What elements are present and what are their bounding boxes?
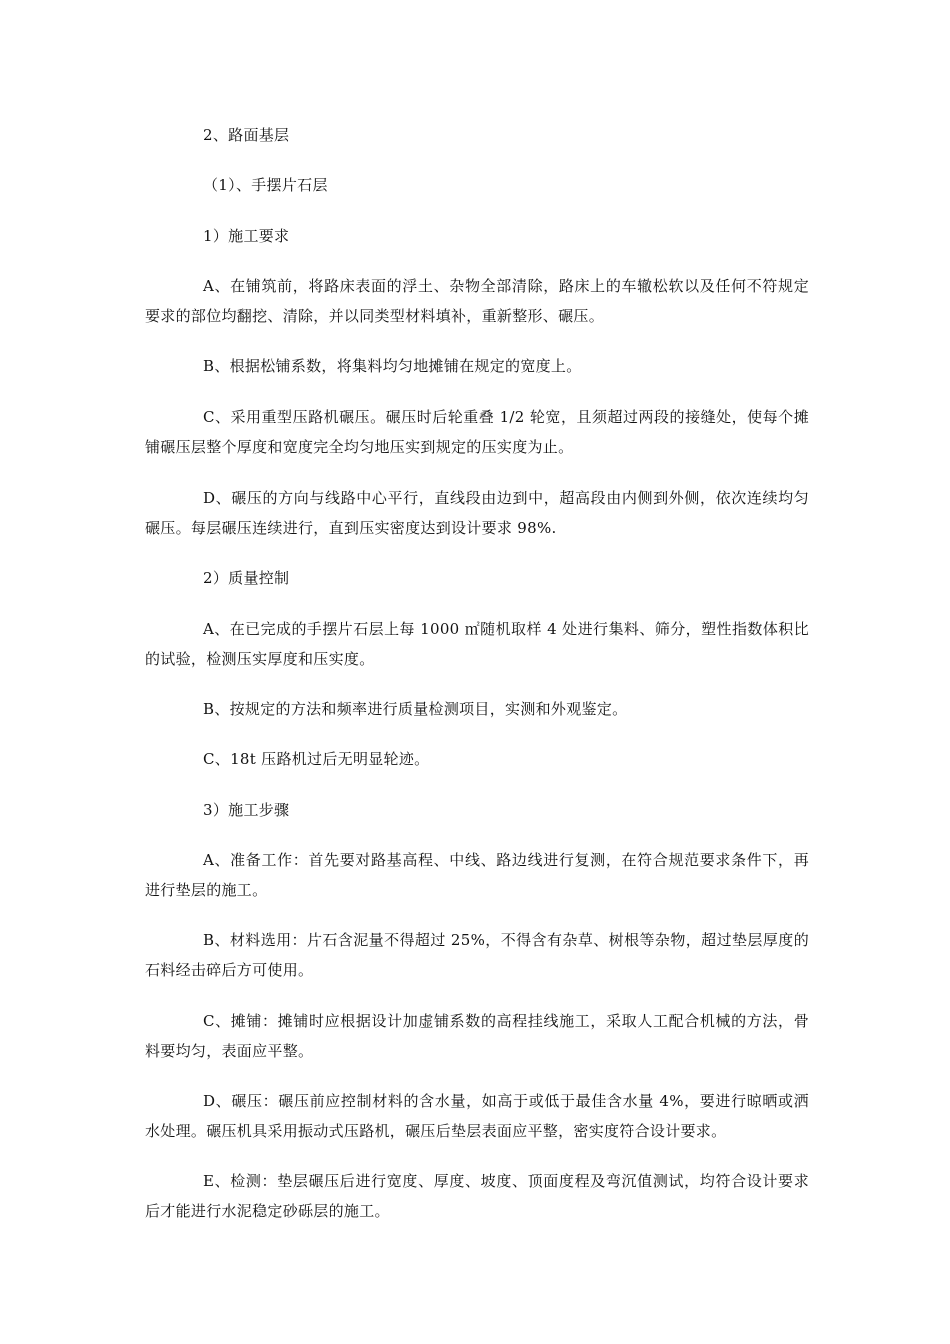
subheading-construction-requirements: 1）施工要求 xyxy=(203,227,290,245)
paragraph-quality-c: C、18t 压路机过后无明显轮迹。 xyxy=(203,750,430,768)
paragraph-quality-a: A、在已完成的手摆片石层上每 1000 ㎡随机取样 4 处进行集料、筛分，塑性指数体积比的试验，检测压实厚度和压实度。 xyxy=(145,620,809,668)
paragraph-step-b: B、材料选用：片石含泥量不得超过 25%，不得含有杂草、树根等杂物，超过垫层厚度的石料经击碎后方可使用。 xyxy=(145,931,809,979)
paragraph-step-a: A、准备工作：首先要对路基高程、中线、路边线进行复测，在符合规范要求条件下，再进行垫层的施工。 xyxy=(145,851,809,899)
paragraph-step-e: E、检测：垫层碾压后进行宽度、厚度、坡度、顶面度程及弯沉值测试，均符合设计要求后才能进行水泥稳定砂砾层的施工。 xyxy=(145,1172,809,1220)
subheading-construction-steps: 3）施工步骤 xyxy=(203,801,290,819)
paragraph-requirement-a: A、在铺筑前，将路床表面的浮土、杂物全部清除，路床上的车辙松软以及任何不符规定要求的部位均翻挖、清除，并以同类型材料填补，重新整形、碾压。 xyxy=(145,277,809,325)
paragraph-requirement-d: D、碾压的方向与线路中心平行，直线段由边到中，超高段由内侧到外侧，依次连续均匀碾压。每层碾压连续进行，直到压实密度达到设计要求 98%. xyxy=(145,489,809,537)
section-heading: 2、路面基层 xyxy=(203,126,290,144)
subheading-quality-control: 2）质量控制 xyxy=(203,569,290,587)
subsection-heading: （1）、手摆片石层 xyxy=(203,176,328,194)
paragraph-quality-b: B、按规定的方法和频率进行质量检测项目，实测和外观鉴定。 xyxy=(203,700,628,718)
paragraph-step-c: C、摊铺：摊铺时应根据设计加虚铺系数的高程挂线施工，采取人工配合机械的方法，骨料要均匀，表面应平整。 xyxy=(145,1012,809,1060)
paragraph-requirement-c: C、采用重型压路机碾压。碾压时后轮重叠 1/2 轮宽，且须超过两段的接缝处，使每个摊铺碾压层整个厚度和宽度完全均匀地压实到规定的压实度为止。 xyxy=(145,408,809,456)
paragraph-step-d: D、碾压：碾压前应控制材料的含水量，如高于或低于最佳含水量 4%，要进行晾晒或洒水处理。碾压机具采用振动式压路机，碾压后垫层表面应平整，密实度符合设计要求。 xyxy=(145,1092,809,1140)
paragraph-requirement-b: B、根据松铺系数，将集料均匀地摊铺在规定的宽度上。 xyxy=(203,357,582,375)
